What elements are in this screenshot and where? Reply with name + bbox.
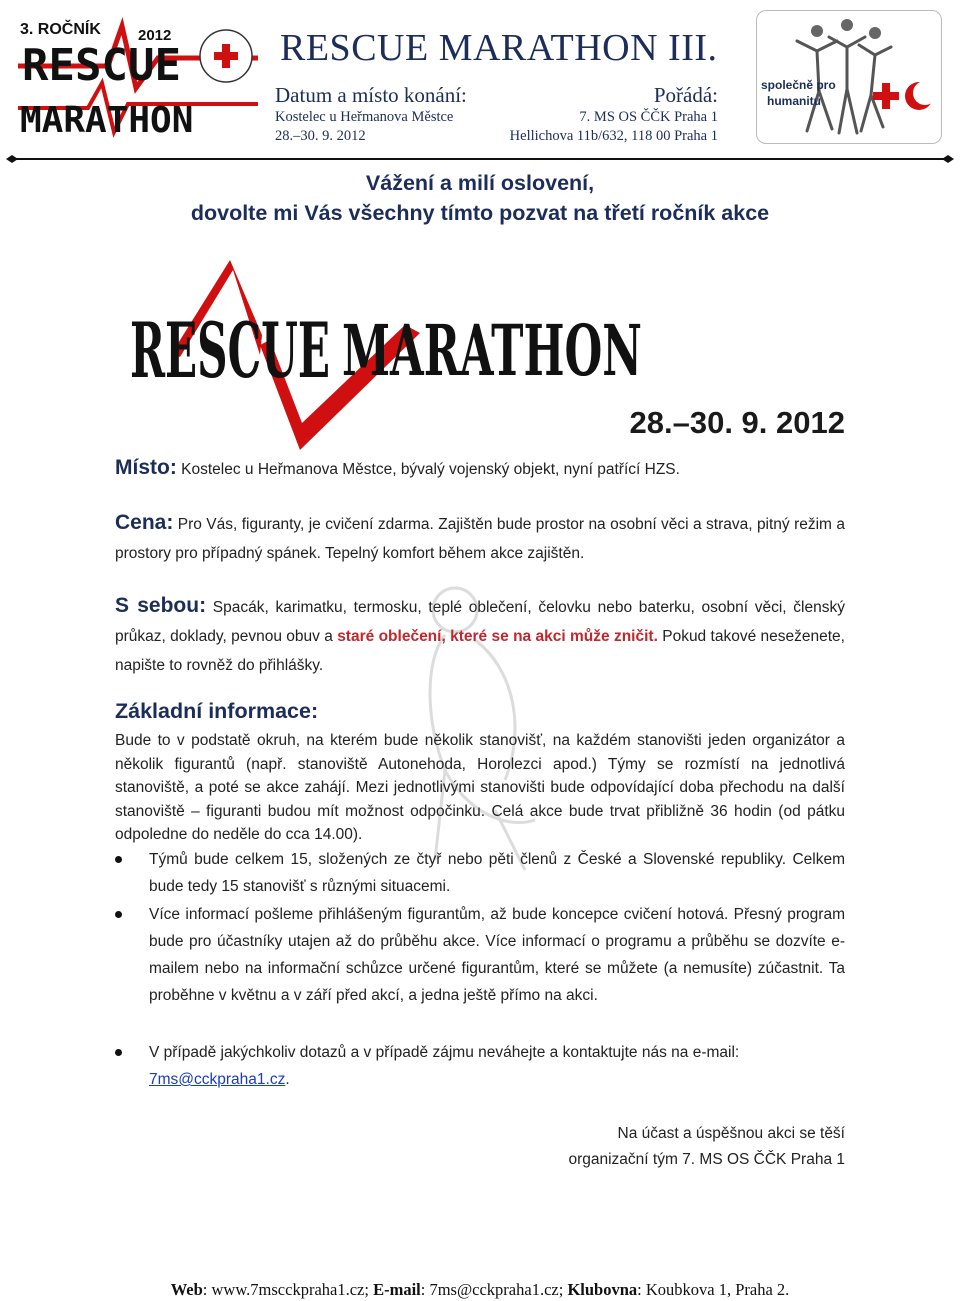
bullet-text-body: V případě jakýchkoliv dotazů a v případě zájmu neváhejte a kontaktujte nás na e-mail: xyxy=(149,1044,740,1061)
organizer-heading: Pořádá: xyxy=(653,83,718,107)
place-text: Kostelec u Heřmanova Městce, bývalý vojenský objekt, nyní patřící HZS. xyxy=(176,461,680,478)
info-heading: Základní informace: xyxy=(115,699,319,723)
document-title: RESCUE MARATHON III. xyxy=(280,27,718,69)
figures-icon xyxy=(797,19,891,133)
header-divider xyxy=(6,150,954,158)
rescue-marathon-header-logo xyxy=(18,8,258,140)
event-date: 28.–30. 9. 2012 xyxy=(629,405,845,440)
bullet-icon xyxy=(115,1049,122,1056)
info-bullet-1 xyxy=(115,846,845,900)
place-label: Místo: xyxy=(115,456,177,479)
footer-contacts xyxy=(0,1280,960,1300)
red-crescent-icon xyxy=(905,81,937,110)
info-text: Bude to v podstatě okruh, na kterém bude několik stanovišť, na každém stanovišti jeden organizátor a několik figurantů (např. stanoviště Autonehoda, Horolezci apod.) Týmy se rozmístí na jednotlivá stanoviště, a poté se akce zahájí. Mezi jednotlivými stanovišti bude odpovídající doba přechodu na další stanoviště – figuranti budou mít možnost odpočinku. Celá akce bude trvat přibližně 36 hodin (od pátku odpoledne do neděle do cca 14.00). xyxy=(115,732,845,843)
bring-warning: staré oblečení, které se na akci může zničit. xyxy=(337,628,658,645)
price-section xyxy=(115,508,845,568)
footer-email-label: E-mail xyxy=(373,1280,421,1299)
dates: 28.–30. 9. 2012 xyxy=(275,128,366,144)
footer-web-label: Web xyxy=(170,1280,203,1299)
bring-text-after: Pokud takové neseženete, napište to rovněž do přihlášky. xyxy=(115,628,845,674)
info-bullet-3 xyxy=(115,1039,845,1093)
bullet-text: Týmů bude celkem 15, složených ze čtyř nebo pěti členů z České a Slovenské republiky. Celkem bude tedy 15 stanovišť s různými situacemi. xyxy=(149,851,845,895)
signature-line-2: organizační tým 7. MS OS ČČK Praha 1 xyxy=(568,1151,845,1168)
venue: Kostelec u Heřmanova Městce xyxy=(275,109,454,125)
date-place-block xyxy=(275,83,467,146)
organizer-name: 7. MS OS ČČK Praha 1 xyxy=(579,109,718,125)
bring-label: S sebou: xyxy=(115,594,207,617)
bring-text: Spacák, karimatku, termosku, teplé oblečení, čelovku nebo baterku, osobní věci, členský průkaz, doklady, pevnou obuv a xyxy=(115,599,845,645)
date-place-heading: Datum a místo konání: xyxy=(275,83,467,107)
signature xyxy=(568,1121,845,1173)
bullet-text xyxy=(149,1039,845,1093)
footer-web[interactable]: : www.7mscckpraha1.cz; xyxy=(202,1280,374,1299)
footer-club-label: Klubovna xyxy=(567,1280,638,1299)
logo-edition: 3. ROČNÍK xyxy=(20,21,101,38)
partner-text-2: humanitu xyxy=(767,94,821,108)
signature-line-1: Na účast a úspěšnou akci se těší xyxy=(617,1125,845,1142)
info-bullet-2 xyxy=(115,901,845,1009)
footer-club: : Koubkova 1, Praha 2. xyxy=(637,1280,790,1299)
footer-email[interactable]: : 7ms@cckpraha1.cz; xyxy=(420,1280,568,1299)
partner-logo xyxy=(756,10,942,144)
red-cross-icon xyxy=(873,83,899,109)
logo-year: 2012 xyxy=(138,27,172,44)
organizer-address: Hellichova 11b/632, 118 00 Praha 1 xyxy=(509,128,718,144)
partner-text-1: společně pro xyxy=(761,78,836,92)
event-logo xyxy=(120,255,660,455)
greeting-line-1: Vážení a milí oslovení, xyxy=(365,171,595,195)
bullet-icon xyxy=(115,911,122,918)
event-logo-text-right: MARATHON xyxy=(342,309,642,392)
email-suffix: . xyxy=(285,1071,290,1088)
event-logo-text-left: RESCUE xyxy=(130,306,330,395)
place-section xyxy=(115,454,845,483)
organizer-block xyxy=(510,83,718,146)
bullet-icon xyxy=(115,856,122,863)
bullet-text: Více informací pošleme přihlášeným figurantům, až bude koncepce cvičení hotová. Přesný program bude pro účastníky utajen až do průběhu akce. Více informací o programu a průběhu se dozvíte e-mailem nebo na informační schůzce určené figurantům, které se můžete (a nemusíte) zúčastnit. Ta proběhne v květnu a v září před akcí, a jedna ještě přímo na akci. xyxy=(149,906,845,1004)
contact-email-link[interactable]: 7ms@cckpraha1.cz xyxy=(149,1071,286,1088)
greeting-line-2: dovolte mi Vás všechny tímto pozvat na třetí ročník akce xyxy=(190,201,770,225)
logo-line1: RESCUE xyxy=(22,40,181,91)
price-text: Pro Vás, figuranty, je cvičení zdarma. Zajištěn bude prostor na osobní věci a strava, pitný režim a prostory pro případný spánek. Tepelný komfort během akce zajištěn. xyxy=(115,516,845,562)
red-cross-seal-icon xyxy=(200,30,252,82)
logo-line2: MARATHON xyxy=(20,100,194,140)
price-label: Cena: xyxy=(115,511,174,534)
